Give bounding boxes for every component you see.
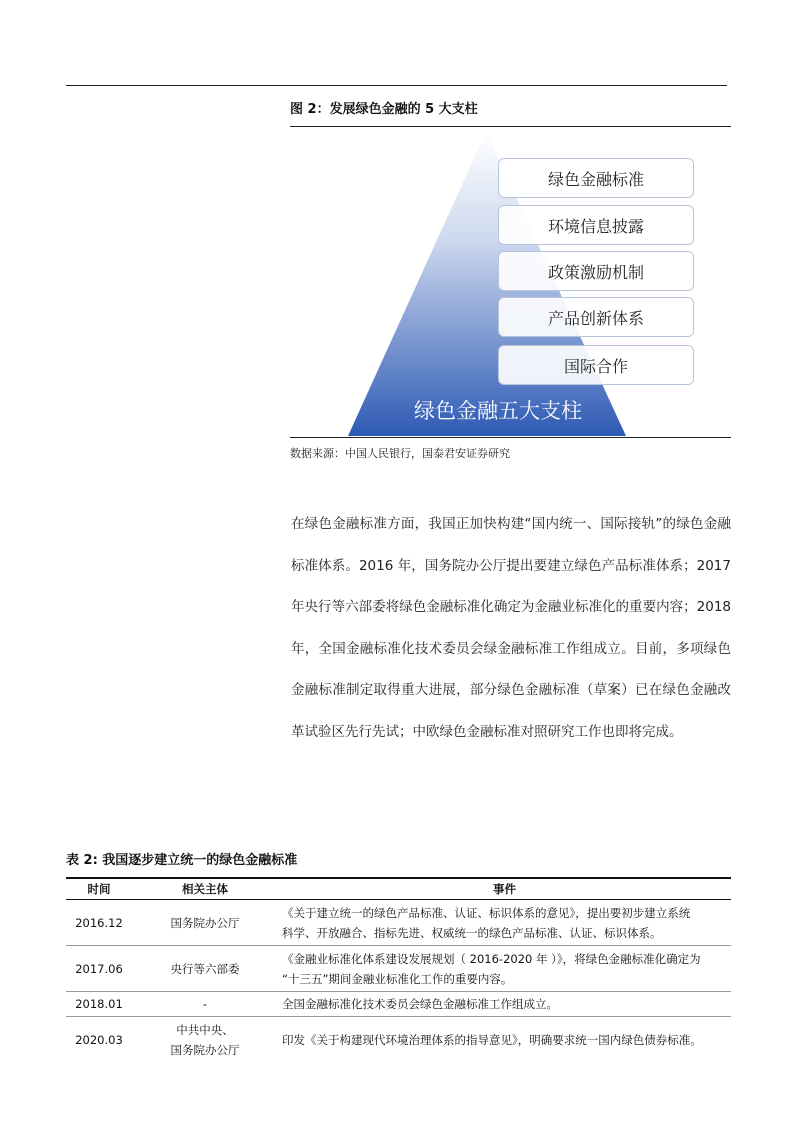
row-event: [278, 900, 731, 946]
row-event: [278, 1017, 731, 1063]
row-event: [278, 992, 731, 1017]
pillar-green-finance-standards: 绿色金融标准: [498, 158, 694, 198]
table-row: [66, 946, 731, 992]
table-row: [66, 1017, 731, 1063]
row-event: [278, 946, 731, 992]
table-title: 表 2: 我国逐步建立统一的绿色金融标准: [66, 853, 298, 868]
header-rule: [66, 85, 727, 86]
event-line: “十三五”期间金融业标准化工作的重要内容。: [282, 971, 513, 986]
header-body: 相关主体: [132, 878, 278, 900]
standards-table: [66, 877, 731, 1062]
event-line: 科学、开放融合、指标先进、权威统一的绿色产品标准、认证、标识体系。: [282, 925, 662, 940]
body-line: 中共中央、: [176, 1022, 234, 1037]
pillar-product-innovation: 产品创新体系: [498, 297, 694, 337]
row-time: 2018.01: [66, 992, 132, 1017]
header-event: 事件: [278, 878, 731, 900]
figure-source: 数据来源：中国人民银行，国泰君安证券研究: [290, 447, 510, 460]
pillar-policy-incentives: 政策激励机制: [498, 251, 694, 291]
row-body: -: [132, 992, 278, 1017]
table-header-row: [66, 878, 731, 900]
event-line: 全国金融标准化技术委员会绿色金融标准工作组成立。: [282, 997, 558, 1011]
row-time: 2017.06: [66, 946, 132, 992]
row-body: [132, 1017, 278, 1063]
figure-bottom-rule: [290, 437, 731, 438]
figure-title: 图 2：发展绿色金融的 5 大支柱: [290, 102, 478, 117]
row-time: 2020.03: [75, 1032, 123, 1047]
row-time: 2016.12: [66, 900, 132, 946]
table-row: [66, 992, 731, 1017]
row-body: 国务院办公厅: [132, 900, 278, 946]
pyramid-base-label: 绿色金融五大支柱: [414, 399, 582, 423]
row-body: 央行等六部委: [132, 946, 278, 992]
header-time: 时间: [66, 878, 132, 900]
event-line: 《关于建立统一的绿色产品标准、认证、标识体系的意见》，提出要初步建立系统: [282, 905, 691, 920]
body-line: 国务院办公厅: [170, 1042, 240, 1057]
table-row: [66, 900, 731, 946]
pillar-environmental-disclosure: 环境信息披露: [498, 205, 694, 245]
body-paragraph: 在绿色金融标准方面，我国正加快构建“国内统一、国际接轨”的绿色金融标准体系。2016 年，国务院办公厅提出要建立绿色产品标准体系；2017 年央行等六部委将绿色金融标准化确定为金融业标准化的重要内容；2018 年，全国金融标准化技术委员会绿金融标准工作组成立。目前，多项绿色金融标准制定取得重大进展，部分绿色金融标准（草案）已在绿色金融改革试验区先行先试；中欧绿色金融标准对照研究工作也即将完成。: [291, 516, 731, 740]
pillar-international-cooperation: 国际合作: [498, 345, 694, 385]
event-line: 《金融业标准化体系建设发展规划（ 2016-2020 年 ）》，将绿色金融标准化确定为: [282, 951, 701, 966]
event-line: 印发《关于构建现代环境治理体系的指导意见》，明确要求统一国内绿色债券标准。: [282, 1032, 702, 1047]
figure-top-rule: [290, 126, 731, 127]
